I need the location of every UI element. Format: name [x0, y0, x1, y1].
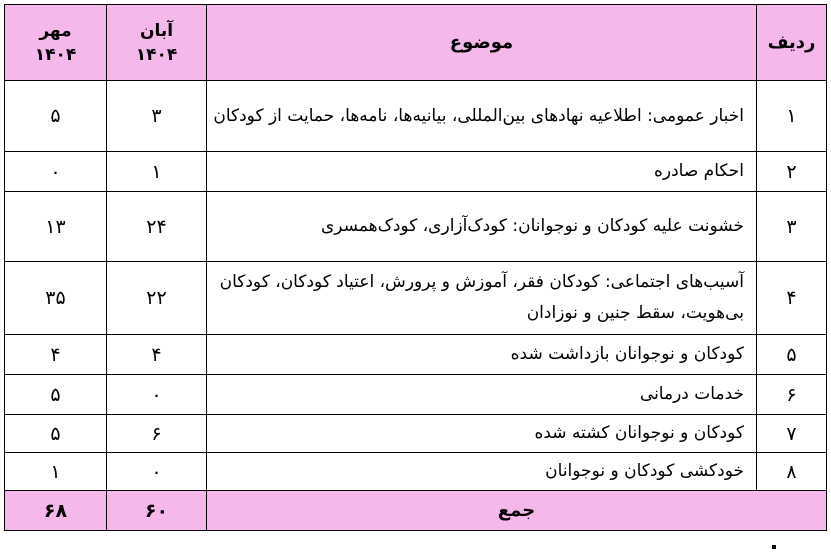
row-topic: خدمات درمانی	[207, 375, 757, 415]
row-aban-value: ۳	[107, 81, 207, 152]
trailing-dot	[772, 545, 776, 549]
total-mehr-value: ۶۸	[5, 491, 107, 531]
row-index: ۷	[757, 415, 827, 453]
row-mehr-value: ۱۳	[5, 192, 107, 262]
row-mehr-value: ۴	[5, 335, 107, 375]
header-mehr	[5, 5, 107, 81]
header-topic: موضوع	[207, 5, 757, 81]
table-row	[5, 81, 827, 152]
table-row	[5, 152, 827, 192]
header-index: ردیف	[757, 5, 827, 81]
table-row	[5, 375, 827, 415]
row-mehr-value: ۵	[5, 81, 107, 152]
row-topic: خودکشی کودکان و نوجوانان	[207, 453, 757, 491]
table-row	[5, 415, 827, 453]
row-aban-value: ۰	[107, 375, 207, 415]
header-aban-year: ۱۴۰۴	[135, 44, 178, 65]
row-aban-value: ۲۴	[107, 192, 207, 262]
row-index: ۸	[757, 453, 827, 491]
row-topic: اخبار عمومی: اطلاعیه نهادهای بین‌المللی، بیانیه‌ها، نامه‌ها، حمایت از کودکان	[207, 81, 757, 152]
table-row	[5, 335, 827, 375]
table-row	[5, 453, 827, 491]
row-aban-value: ۱	[107, 152, 207, 192]
total-label: جمع	[207, 491, 827, 531]
header-row	[5, 5, 827, 81]
row-index: ۶	[757, 375, 827, 415]
row-index: ۳	[757, 192, 827, 262]
total-row	[5, 491, 827, 531]
row-topic: احکام صادره	[207, 152, 757, 192]
total-aban-value: ۶۰	[107, 491, 207, 531]
statistics-table	[4, 4, 827, 531]
table-row	[5, 262, 827, 335]
row-index: ۱	[757, 81, 827, 152]
row-index: ۲	[757, 152, 827, 192]
header-aban-month: آبان	[139, 20, 174, 41]
table-row	[5, 192, 827, 262]
header-aban	[107, 5, 207, 81]
row-mehr-value: ۰	[5, 152, 107, 192]
row-topic: کودکان و نوجوانان بازداشت شده	[207, 335, 757, 375]
row-mehr-value: ۵	[5, 375, 107, 415]
row-aban-value: ۰	[107, 453, 207, 491]
row-mehr-value: ۳۵	[5, 262, 107, 335]
row-topic: خشونت علیه کودکان و نوجوانان: کودک‌آزاری، کودک‌همسری	[207, 192, 757, 262]
row-index: ۴	[757, 262, 827, 335]
row-topic: کودکان و نوجوانان کشته شده	[207, 415, 757, 453]
header-mehr-month: مهر	[39, 20, 72, 41]
row-aban-value: ۲۲	[107, 262, 207, 335]
row-aban-value: ۶	[107, 415, 207, 453]
row-index: ۵	[757, 335, 827, 375]
row-aban-value: ۴	[107, 335, 207, 375]
row-mehr-value: ۵	[5, 415, 107, 453]
row-mehr-value: ۱	[5, 453, 107, 491]
header-mehr-year: ۱۴۰۴	[34, 44, 77, 65]
row-topic: آسیب‌های اجتماعی: کودکان فقر، آموزش و پرورش، اعتیاد کودکان، کودکان بی‌هویت، سقط جنین و نوزادان	[207, 262, 757, 335]
